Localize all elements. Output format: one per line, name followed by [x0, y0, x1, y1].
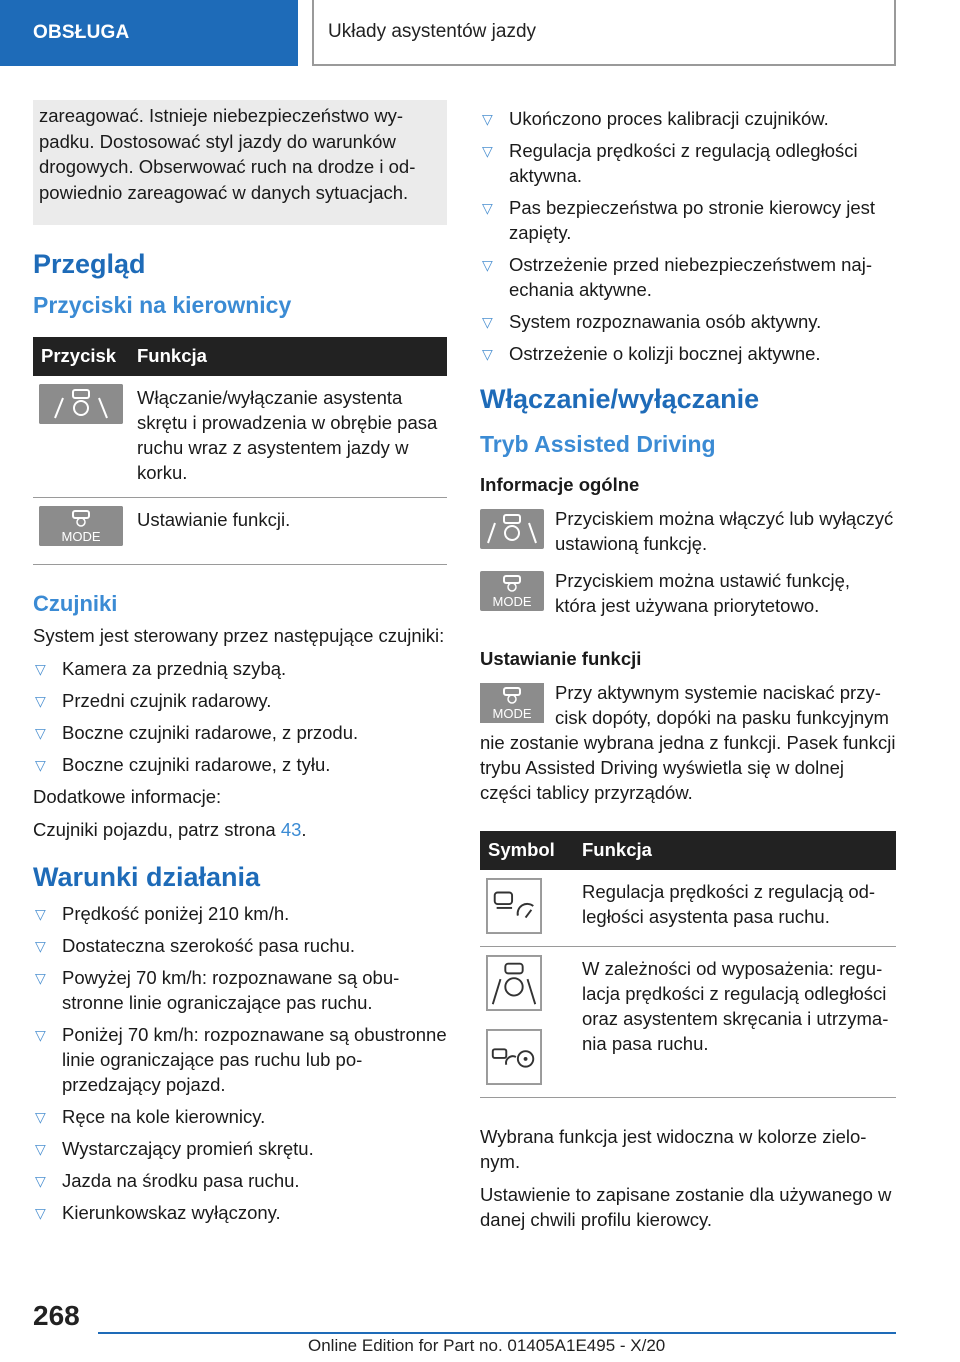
table-row: [33, 498, 447, 565]
bullet-triangle-icon: ▽: [35, 938, 46, 954]
saved-text: Ustawienie to zapisane zostanie dla używanego w danej chwili profilu kierowcy.: [480, 1184, 892, 1230]
list-item: ▽ Regulacja prędkości z regulacją odległości aktywna.: [482, 140, 858, 186]
selected-text: Wybrana funkcja jest widoczna w kolorze zielonym.: [480, 1126, 867, 1172]
table-cell-function: Włączanie/wyłączanie asystenta skrętu i prowadzenia w obrębie pasa ruchu wraz z asystentem jazdy w korku.: [129, 376, 447, 498]
table-row: [480, 947, 896, 1098]
mode-heading: Tryb Assisted Driving: [480, 431, 716, 457]
table-header-symbol: Symbol: [480, 831, 574, 870]
buttons-table: [33, 337, 447, 565]
bullet-triangle-icon: ▽: [35, 1173, 46, 1189]
warning-box: zareagować. Istnieje niebezpieczeństwo wypadku. Dostosować styl jazdy do warunków drogowych. Obserwować ruch na drodze i odpowiednio zareagować w danych sytuacjach.: [33, 100, 447, 225]
bullet-triangle-icon: ▽: [35, 1027, 46, 1043]
bullet-triangle-icon: ▽: [482, 346, 493, 362]
list-item: ▽ Poniżej 70 km/h: rozpoznawane są obustronne linie ograniczające pas ruchu lub poprzedzający pojazd.: [35, 1024, 447, 1095]
svg-text:MODE: MODE: [492, 706, 532, 721]
list-item: ▽ Boczne czujniki radarowe, z przodu.: [33, 720, 447, 745]
list-item: ▽ Boczne czujniki radarowe, z tyłu.: [33, 752, 447, 777]
general-heading: Informacje ogólne: [480, 474, 640, 495]
bullet-triangle-icon: ▽: [35, 661, 46, 677]
bullet-triangle-icon: ▽: [35, 693, 46, 709]
bullet-triangle-icon: ▽: [482, 257, 493, 273]
general-steer-row: [480, 506, 896, 556]
general-mode-row: [480, 568, 896, 618]
sensors-intro: System jest sterowany przez następujące czujniki:: [33, 625, 445, 646]
list-item: ▽ Przedni czujnik radarowy.: [33, 688, 447, 713]
page-link[interactable]: 43: [280, 819, 302, 840]
table-row: [480, 870, 896, 947]
conditions-heading: Warunki działania: [33, 862, 261, 892]
distance-cruise-control-icon: [486, 878, 542, 934]
footer-divider: [98, 1332, 896, 1334]
list-item: ▽ Jazda na środku pasa ruchu.: [33, 1168, 447, 1193]
list-item: ▽ Prędkość poniżej 210 km/h.: [33, 901, 447, 926]
mode-button-icon: [39, 506, 123, 546]
svg-text:MODE: MODE: [492, 594, 532, 609]
buttons-heading: Przyciski na kierownicy: [33, 292, 292, 318]
bullet-triangle-icon: ▽: [35, 757, 46, 773]
setting-text: Przy aktywnym systemie naciskać przycisk dopóty, dopóki na pasku funkcyjnym nie zostanie wybrana jedna z funkcji. Pasek funkcji trybu Assisted Driving wyświetla się w dolnej części tablicy przyrządów.: [480, 682, 896, 803]
symbols-table: [480, 831, 896, 1098]
steering-lane-assist-icon: [486, 955, 542, 1011]
right-column: [480, 106, 896, 1240]
conditions-list: [33, 901, 447, 1225]
table-header-function: Funkcja: [574, 831, 896, 870]
table-header-function: Funkcja: [129, 337, 447, 376]
additional-info: Dodatkowe informacje:: [33, 786, 222, 807]
mode-button-icon: [480, 683, 544, 723]
steering-assist-button-icon: [480, 509, 544, 549]
list-item: ▽ Ostrzeżenie o kolizji bocznej aktywne.: [480, 341, 896, 366]
list-item: ▽ Ostrzeżenie przed niebezpieczeństwem najechania aktywne.: [482, 254, 872, 300]
left-column: [33, 100, 447, 1232]
bullet-triangle-icon: ▽: [482, 200, 493, 216]
status-list: [480, 106, 896, 366]
onoff-heading: Włączanie/wyłączanie: [480, 384, 760, 414]
table-header-button: Przycisk: [33, 337, 129, 376]
bullet-triangle-icon: ▽: [35, 1109, 46, 1125]
list-item: ▽ Kamera za przednią szybą.: [33, 656, 447, 681]
bullet-triangle-icon: ▽: [35, 1141, 46, 1157]
bullet-triangle-icon: ▽: [35, 906, 46, 922]
list-item: ▽ Ukończono proces kalibracji czujników.: [480, 106, 896, 131]
list-item: ▽ Dostateczna szerokość pasa ruchu.: [33, 933, 447, 958]
chapter-title: Układy asystentów jazdy: [312, 0, 896, 66]
page-number: 268: [33, 1300, 80, 1331]
setting-block: [480, 680, 896, 805]
list-item: ▽ Wystarczający promień skrętu.: [33, 1136, 447, 1161]
overview-heading: Przegląd: [33, 249, 146, 279]
list-item: ▽ Pas bezpieczeństwa po stronie kierowcy jest zapięty.: [482, 197, 876, 243]
table-cell-function: W zależności od wyposażenia: regulacja prędkości z regulacją odległości oraz asystentem skręcania i utrzymania pasa ruchu.: [574, 947, 896, 1098]
list-item: ▽ Powyżej 70 km/h: rozpoznawane są obustronne linie ograniczające pas ruchu.: [35, 967, 400, 1013]
bullet-triangle-icon: ▽: [482, 314, 493, 330]
sensors-heading: Czujniki: [33, 591, 118, 616]
bullet-triangle-icon: ▽: [35, 970, 46, 986]
table-cell-function: Regulacja prędkości z regulacją odległości asystenta pasa ruchu.: [574, 870, 896, 947]
page-header: [0, 0, 960, 66]
table-cell-function: Ustawianie funkcji.: [129, 498, 447, 565]
bullet-triangle-icon: ▽: [482, 143, 493, 159]
bullet-triangle-icon: ▽: [35, 725, 46, 741]
general-steer-text: Przyciskiem można włączyć lub wyłączyć ustawioną funkcję.: [555, 508, 894, 554]
general-mode-text: Przyciskiem można ustawić funkcję, która jest używana priorytetowo.: [555, 570, 851, 616]
svg-text:MODE: MODE: [61, 529, 101, 544]
list-item: ▽ System rozpoznawania osób aktywny.: [480, 309, 896, 334]
list-item: ▽ Kierunkowskaz wyłączony.: [33, 1200, 447, 1225]
table-row: [33, 376, 447, 498]
edition-text: Online Edition for Part no. 01405A1E495 - X/20: [308, 1336, 666, 1355]
sensors-reference: Czujniki pojazdu, patrz strona 43.: [33, 819, 307, 840]
setting-heading: Ustawianie funkcji: [480, 648, 642, 669]
sensors-list: [33, 656, 447, 777]
list-item: ▽ Ręce na kole kierownicy.: [33, 1104, 447, 1129]
bullet-triangle-icon: ▽: [482, 111, 493, 127]
mode-button-icon: [480, 571, 544, 611]
bullet-triangle-icon: ▽: [35, 1205, 46, 1221]
steering-assist-button-icon: [39, 384, 123, 424]
section-tab: OBSŁUGA: [0, 0, 298, 66]
cruise-steering-icon: [486, 1029, 542, 1085]
